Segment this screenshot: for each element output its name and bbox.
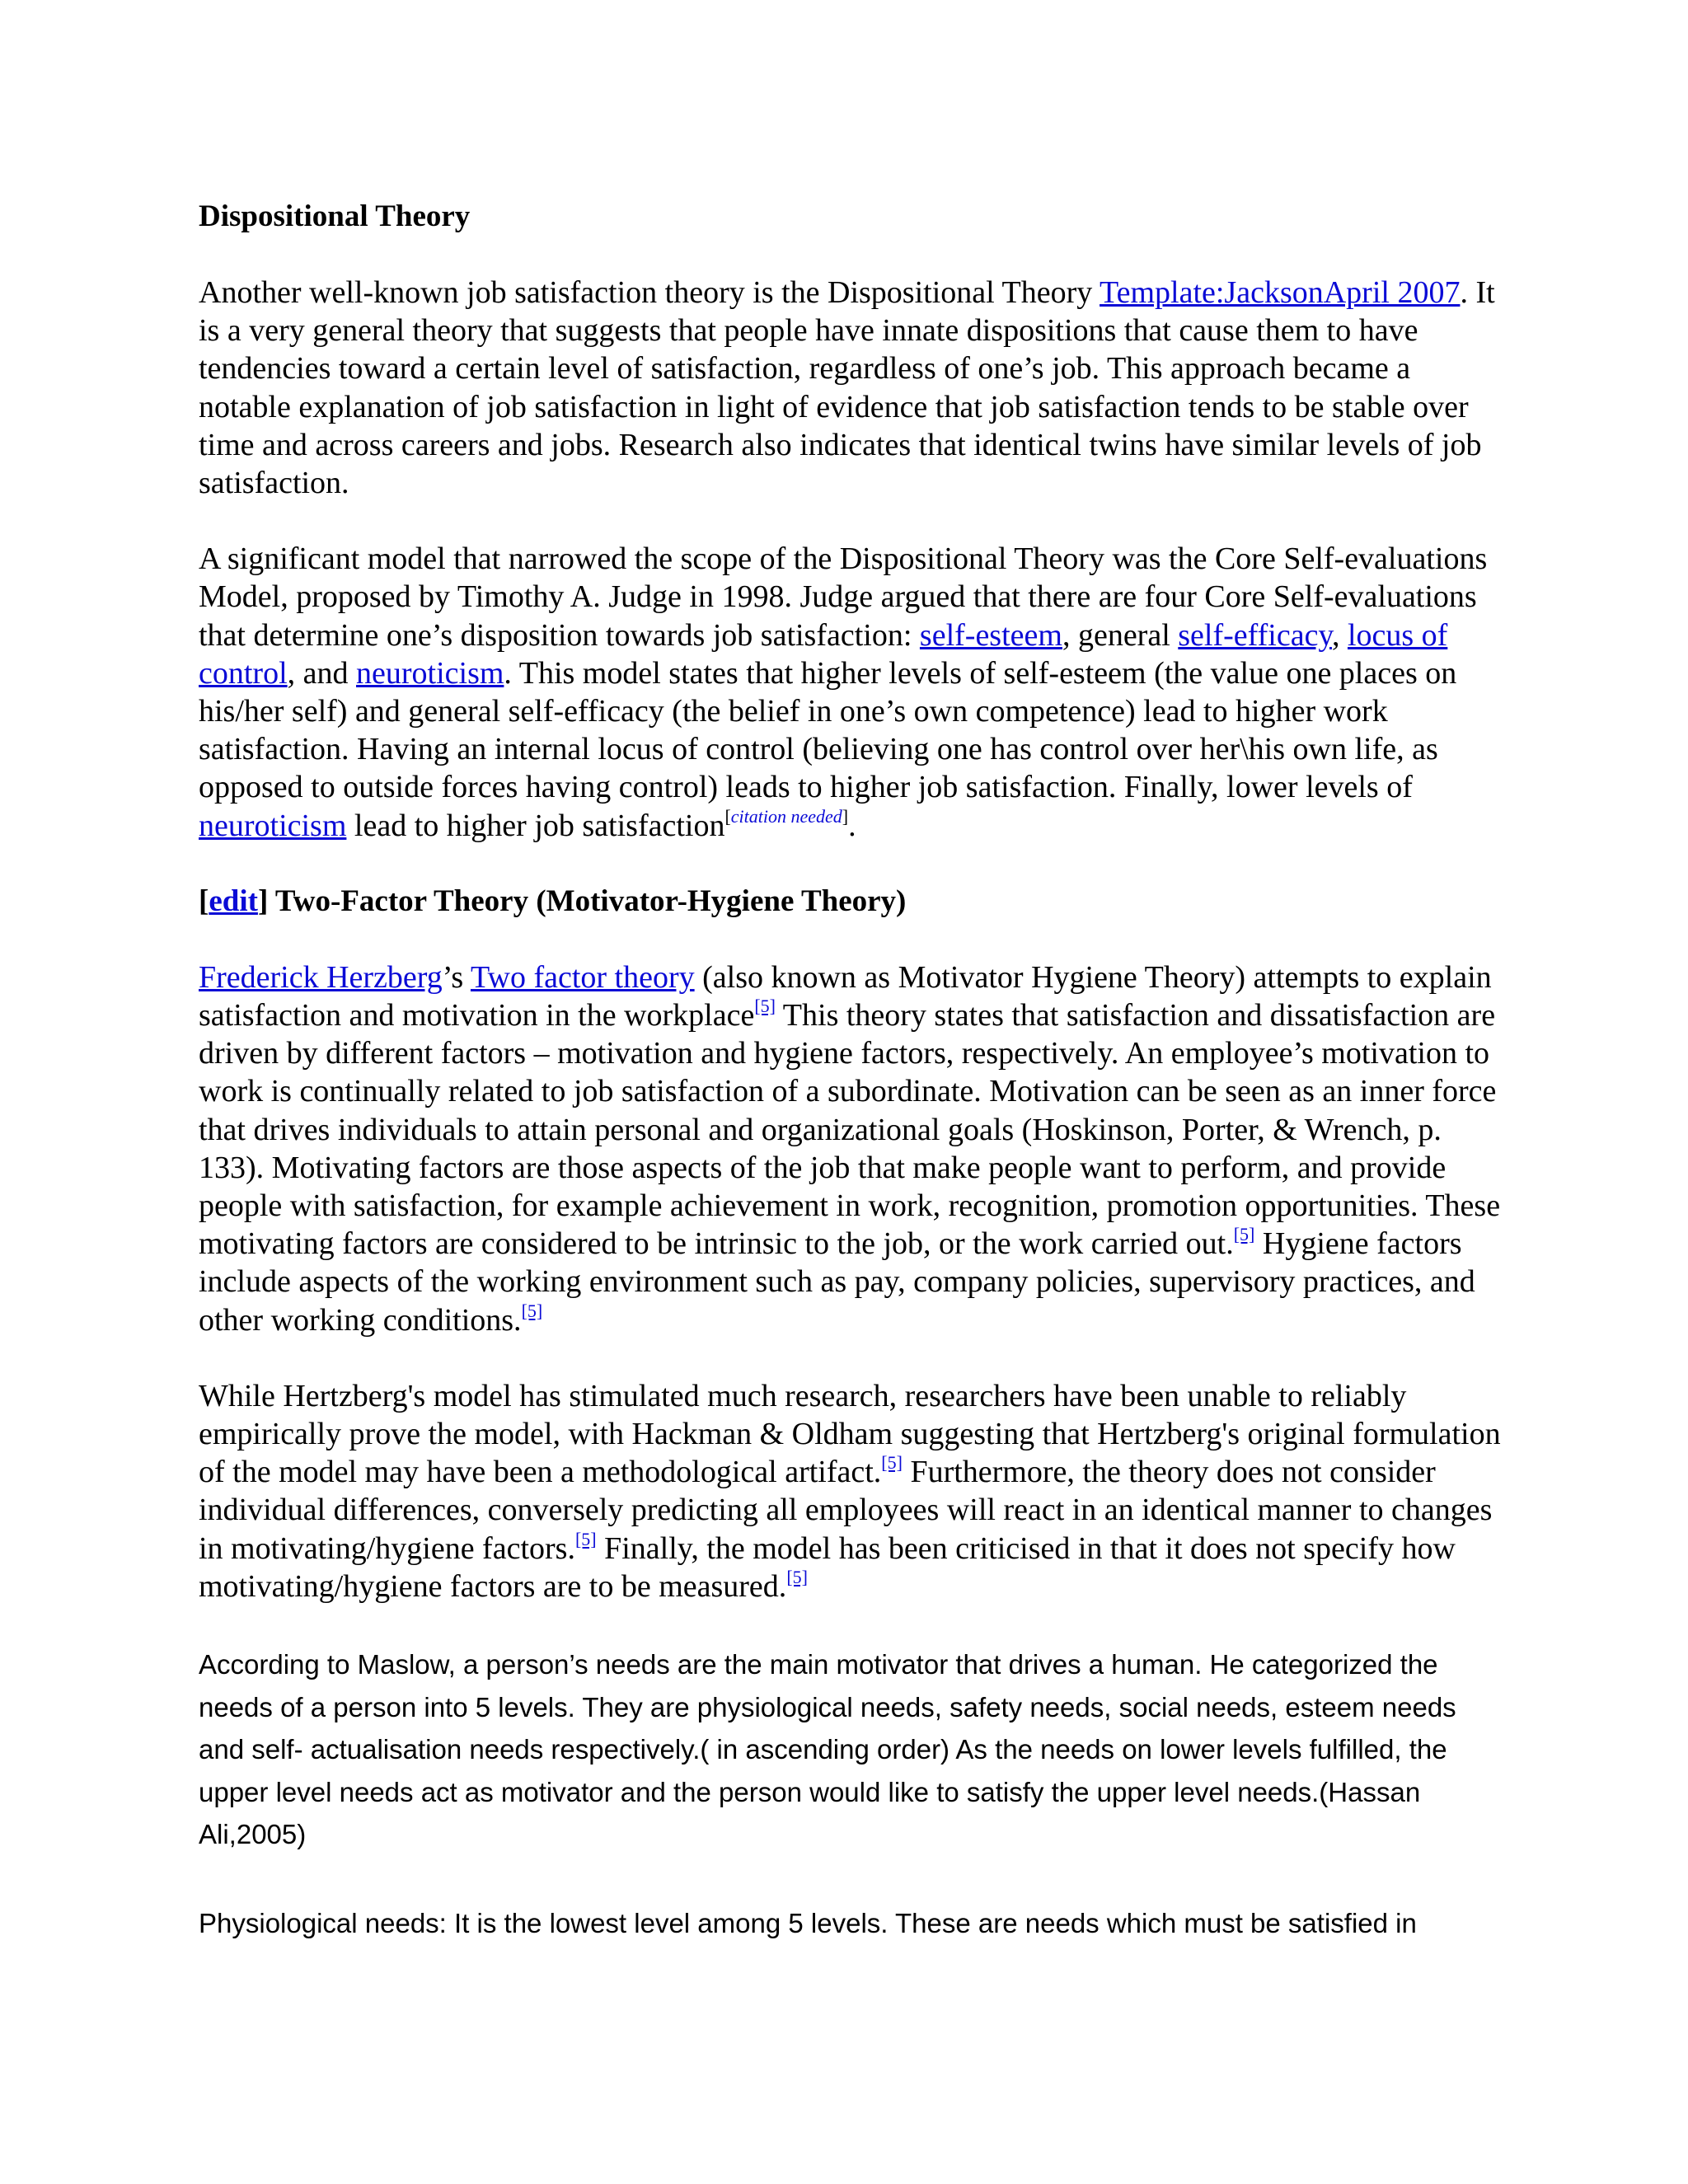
citation-bracket-open: [ [724,805,731,827]
text-run: ’s [442,959,471,995]
paragraph-herzberg-criticism [199,1377,1501,1605]
heading-title: Two-Factor Theory (Motivator-Hygiene Theory) [268,883,907,918]
link-two-factor-theory[interactable]: Two factor theory [470,959,695,995]
paragraph-maslow-needs: According to Maslow, a person’s needs are the main motivator that drives a human. He categorized the needs of a person into 5 levels. They are physiological needs, safety needs, social needs, esteem needs and self- actualisation needs respectively.( in ascending order) As the needs on lower levels fulfilled, the upper level needs act as motivator and the person would like to satisfy the upper level needs.(Hassan Ali,2005) [199,1649,1456,1850]
text-run: A significant model that narrowed the scope of the Dispositional Theory was the Core Self-evaluations Model, proposed by Timothy A. Judge in 1998. Judge argued that there are four Core Self-evaluations that determine one’s disposition towards job satisfaction: [199,541,1488,653]
link-reference-5[interactable]: [5] [574,1528,597,1549]
section-heading-two-factor-theory [199,883,1501,921]
paragraph-dispositional-intro [199,274,1501,502]
link-reference-5[interactable]: [5] [521,1300,543,1321]
text-run: . It is a very general theory that suggests that people have innate dispositions that cause them to have tendencies toward a certain level of satisfaction, regardless of one’s job. This approach became a notable explanation of job satisfaction in light of evidence that job satisfaction tends to be stable over time and across careers and jobs. Research also indicates that identical twins have similar levels of job satisfaction. [199,275,1495,501]
link-reference-5[interactable]: [5] [754,996,776,1017]
paragraph-physiological-needs: Physiological needs: It is the lowest level among 5 levels. These are needs which must be satisfied in [199,1907,1417,1938]
reference-marker [754,996,776,1016]
reference-marker [786,1567,808,1587]
text-run: , [1331,617,1348,653]
reference-marker [881,1452,903,1473]
link-self-efficacy[interactable]: self-efficacy [1178,617,1332,653]
edit-bracket-close: ] [257,883,269,918]
edit-bracket-open: [ [199,883,209,918]
text-run: (also known as Motivator Hygiene Theory) attempts to explain satisfaction and motivation in the workplace [199,959,1492,1033]
section-heading-dispositional-theory: Dispositional Theory [199,199,471,233]
link-reference-5[interactable]: [5] [786,1566,808,1587]
link-reference-5[interactable]: [5] [1233,1224,1255,1245]
citation-needed-marker [724,806,848,827]
link-neuroticism-second[interactable]: neuroticism [199,808,347,843]
reference-marker [575,1529,597,1549]
text-run: , general [1062,617,1179,653]
text-run: This theory states that satisfaction and dissatisfaction are driven by different factors – motivation and hygiene factors, respectively. An employee’s motivation to work is continually related to job satisfaction of a subordinate. Motivation can be seen as an inner force that drives individuals to attain personal and organizational goals (Hoskinson, Porter, & Wrench, p. 133). Motivating factors are those aspects of the job that make people want to perform, and provide people with satisfaction, for example achievement in work, recognition, promotion opportunities. These motivating factors are considered to be intrinsic to the job, or the work carried out. [199,998,1501,1262]
text-run: Another well-known job satisfaction theory is the Dispositional Theory [199,275,1100,310]
document-page [199,198,1501,1990]
link-frederick-herzberg[interactable]: Frederick Herzberg [199,959,443,995]
paragraph-core-self-evaluations [199,540,1501,845]
link-citation-needed[interactable]: citation needed [730,805,842,827]
edit-link[interactable]: edit [209,883,258,918]
link-neuroticism[interactable]: neuroticism [356,655,504,691]
text-run: . [848,808,856,843]
reference-marker [1234,1224,1255,1244]
reference-marker [522,1301,543,1321]
text-run: Furthermore, the theory does not consider individual differences, conversely predicting all employees will react in an identical manner to changes in motivating/hygiene factors. [199,1455,1493,1566]
link-locus-of-control[interactable]: locus of control [199,617,1448,691]
text-run: lead to higher job satisfaction [346,808,725,843]
text-run: , and [287,655,357,691]
link-self-esteem[interactable]: self-esteem [919,617,1062,653]
text-run: Finally, the model has been criticised in that it does not specify how motivating/hygiene factors are to be measured. [199,1530,1456,1604]
paragraph-herzberg-two-factor [199,958,1501,1339]
link-reference-5[interactable]: [5] [881,1452,903,1474]
text-run: . This model states that higher levels of self-esteem (the value one places on his/her self) and general self-efficacy (the belief in one’s own competence) lead to higher work satisfaction. Having an internal locus of control (believing one has control over her\his own life, as opposed to outside forces having control) leads to higher job satisfaction. Finally, lower levels of [199,655,1457,805]
citation-bracket-close: ] [842,805,849,827]
link-template-jackson-april-2007[interactable]: Template:JacksonApril 2007 [1100,275,1461,310]
text-run: While Hertzberg's model has stimulated much research, researchers have been unable to reliably empirically prove the model, with Hackman & Oldham suggesting that Hertzberg's original formulation of the model may have been a methodological artifact. [199,1378,1501,1490]
text-run: Hygiene factors include aspects of the working environment such as pay, company policies, supervisory practices, and other working conditions. [199,1226,1475,1338]
